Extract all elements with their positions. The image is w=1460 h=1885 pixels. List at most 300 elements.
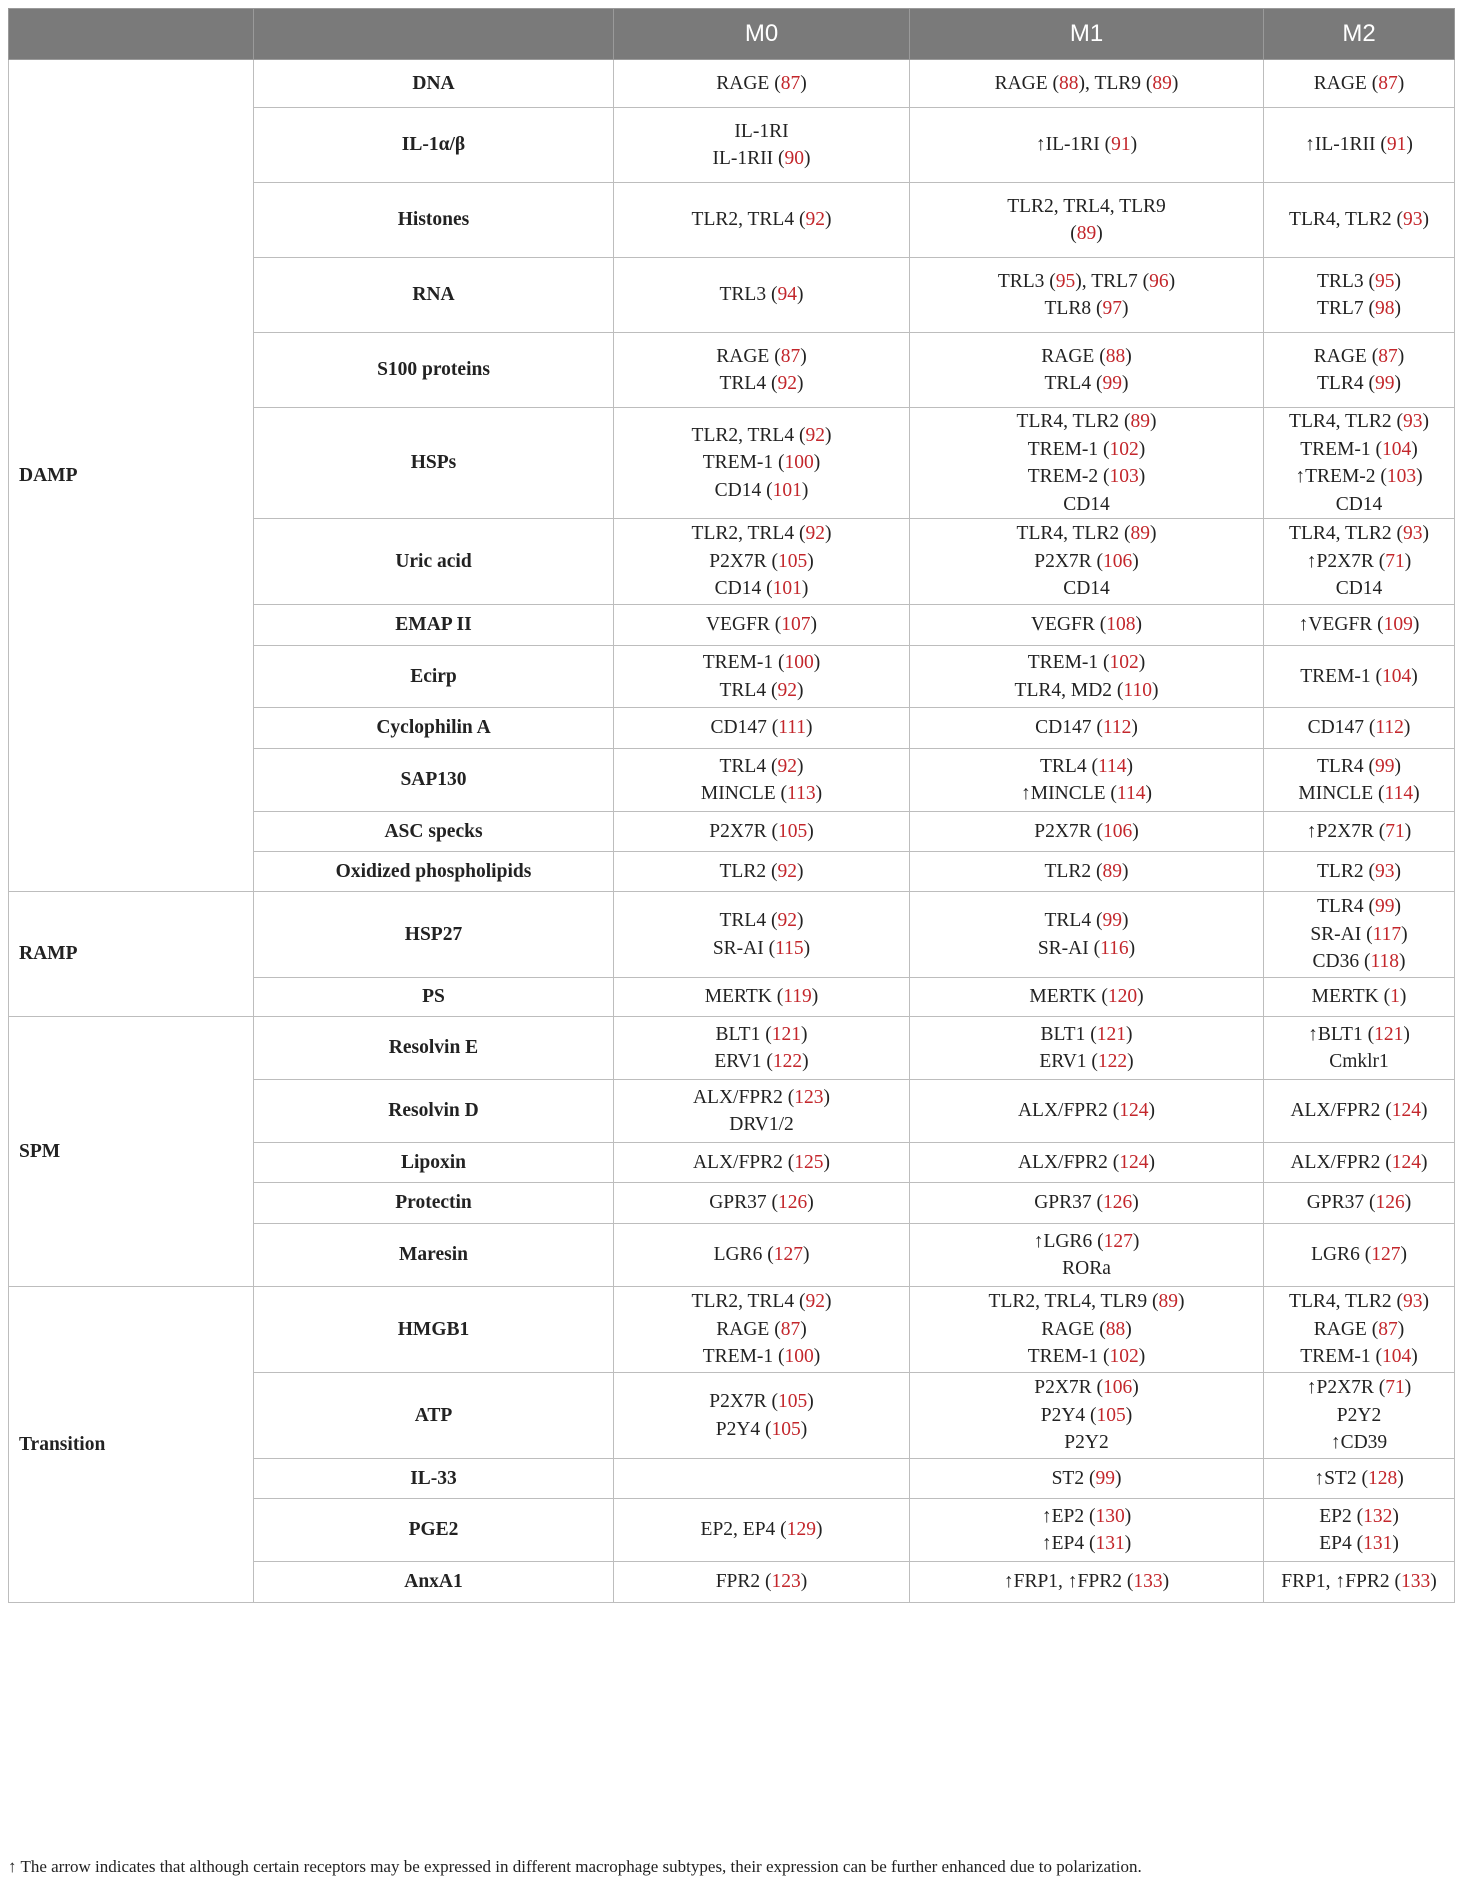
receptor-line (920, 1503, 1253, 1531)
citation-ref: 110 (1123, 679, 1152, 701)
citation-ref: 105 (778, 820, 808, 842)
receptor-text: ) (1130, 134, 1138, 156)
receptor-cell-m2 (1264, 978, 1455, 1017)
receptor-text: ) (1125, 1404, 1133, 1426)
receptor-text: ↑IL-1RII ( (1305, 134, 1387, 156)
citation-ref: 109 (1383, 614, 1413, 636)
citation-ref: 107 (781, 614, 811, 636)
receptor-line (624, 422, 899, 450)
receptor-cell-m0 (614, 812, 910, 852)
receptor-text: IL-1RII ( (712, 148, 785, 169)
receptor-text: TREM-1 ( (1300, 1346, 1383, 1368)
receptor-text: EP4 ( (1319, 1533, 1364, 1554)
receptor-text: SR-AI ( (1310, 923, 1373, 945)
receptor-text: ) (1430, 1571, 1437, 1593)
receptor-line (920, 1402, 1253, 1430)
receptor-line (1274, 1241, 1444, 1269)
receptor-cell-m1 (910, 749, 1264, 812)
receptor-line (1274, 1374, 1444, 1402)
receptor-text: ) (1422, 411, 1429, 432)
receptor-text: ) (1412, 614, 1420, 636)
receptor-line (624, 1189, 899, 1217)
receptor-text: ) (1121, 298, 1129, 319)
citation-ref: 130 (1095, 1505, 1125, 1527)
receptor-line (920, 408, 1253, 436)
receptor-text: ) (1411, 1346, 1418, 1368)
receptor-text: ) (1399, 951, 1406, 973)
receptor-cell-m1 (910, 1373, 1264, 1459)
ligand-cell: HMGB1 (254, 1287, 614, 1373)
receptor-text: ↑CD39 (1330, 1432, 1388, 1454)
receptor-cell-m0 (614, 183, 910, 258)
receptor-line (624, 575, 899, 603)
receptor-cell-m1 (910, 519, 1264, 605)
ligand-cell: DNA (254, 60, 614, 108)
citation-ref: 112 (1375, 717, 1404, 739)
ligand-cell: Oxidized phospholipids (254, 852, 614, 892)
citation-ref: 101 (772, 578, 802, 600)
ligand-cell: HSPs (254, 408, 614, 519)
receptor-line (920, 753, 1253, 781)
receptor-text: ↑P2X7R ( (1306, 1377, 1386, 1399)
ligand-cell: IL-33 (254, 1459, 614, 1499)
citation-ref: 123 (794, 1086, 824, 1108)
citation-ref: 87 (1378, 1318, 1398, 1340)
receptor-cell-m0 (614, 892, 910, 978)
receptor-line (920, 1465, 1253, 1493)
citation-ref: 89 (1130, 523, 1150, 545)
receptor-line (920, 343, 1253, 371)
receptor-cell-m1 (910, 1499, 1264, 1562)
receptor-line (920, 780, 1253, 808)
receptor-cell-m0 (614, 60, 910, 108)
citation-ref: 90 (784, 148, 804, 169)
receptor-text: TRL7 ( (1317, 298, 1375, 319)
receptor-text: TLR4 ( (1317, 373, 1375, 394)
receptor-line (624, 1084, 899, 1112)
receptor-text: ) (796, 755, 804, 777)
receptor-cell-m1 (910, 852, 1264, 892)
receptor-cell-m0 (614, 1499, 910, 1562)
citation-ref: 71 (1385, 550, 1405, 572)
citation-ref: 121 (1096, 1023, 1126, 1045)
ligand-cell: S100 proteins (254, 333, 614, 408)
citation-ref: 133 (1401, 1571, 1431, 1593)
receptor-line (1274, 1429, 1444, 1457)
citation-ref: 105 (1096, 1404, 1126, 1426)
receptor-text: ) (1124, 1533, 1132, 1554)
receptor-text: ) (1137, 986, 1144, 1008)
citation-ref: 87 (780, 72, 801, 94)
citation-ref: 89 (1076, 223, 1097, 244)
citation-ref: 88 (1059, 72, 1079, 94)
receptor-text: TRL3 ( (997, 270, 1056, 292)
receptor-cell-m2 (1264, 1143, 1455, 1183)
receptor-line (1274, 1189, 1444, 1217)
citation-ref: 116 (1100, 937, 1129, 959)
receptor-text: TRL3 ( (1317, 270, 1375, 292)
ligand-cell: Ecirp (254, 646, 614, 708)
receptor-text: ) (1400, 1244, 1407, 1266)
receptor-line (1274, 436, 1444, 464)
receptor-cell-m0 (614, 258, 910, 333)
receptor-text: RAGE ( (716, 345, 781, 367)
receptor-text: ↑MINCLE ( (1021, 783, 1117, 804)
receptor-text: ) (800, 1418, 808, 1440)
receptor-text: ) (1138, 652, 1146, 673)
receptor-text: P2X7R ( (1034, 550, 1104, 572)
receptor-text: TREM-1 ( (702, 652, 785, 673)
ligand-cell: AnxA1 (254, 1562, 614, 1603)
category-cell: RAMP (9, 892, 254, 1017)
receptor-line (624, 70, 899, 98)
receptor-text: ALX/FPR2 ( (692, 1086, 795, 1108)
receptor-text: ↑IL-1RI ( (1035, 134, 1112, 156)
receptor-line (920, 611, 1253, 639)
receptor-text: ) (1121, 910, 1129, 931)
receptor-line (1274, 343, 1444, 371)
citation-ref: 123 (771, 1571, 801, 1593)
header-m2: M2 (1264, 9, 1455, 60)
receptor-text: TLR2, TRL4 ( (691, 523, 806, 545)
citation-ref: 98 (1374, 298, 1395, 319)
citation-ref: 89 (1152, 72, 1172, 94)
receptor-cell-m1 (910, 258, 1264, 333)
receptor-text: ) (813, 452, 821, 474)
receptor-line (1274, 1097, 1444, 1125)
receptor-text: TREM-1 ( (702, 1346, 785, 1368)
receptor-cell-m2 (1264, 60, 1455, 108)
receptor-text: ST2 ( (1051, 1467, 1096, 1489)
receptor-text: P2Y2 (1336, 1404, 1382, 1426)
receptor-text: ) (1135, 614, 1143, 636)
receptor-cell-m0 (614, 408, 910, 519)
receptor-text: ) (813, 652, 821, 673)
receptor-text: ↑EP4 ( (1041, 1533, 1096, 1554)
ligand-cell: Resolvin D (254, 1080, 614, 1143)
receptor-line (920, 268, 1253, 296)
citation-ref: 94 (777, 284, 797, 306)
receptor-cell-m2 (1264, 1183, 1455, 1224)
receptor-text: ) (1394, 373, 1401, 394)
receptor-text: TLR2 ( (1317, 860, 1375, 882)
receptor-text: ) (1403, 1023, 1410, 1045)
receptor-cell-m2 (1264, 333, 1455, 408)
receptor-line (624, 343, 899, 371)
citation-ref: 87 (780, 1318, 801, 1340)
receptor-text: ) (1125, 345, 1132, 367)
receptor-text: ) (1127, 1051, 1134, 1072)
citation-ref: 111 (778, 717, 807, 739)
receptor-line (920, 858, 1253, 886)
receptor-text: CD14 ( (714, 578, 773, 600)
citation-ref: 92 (777, 373, 797, 394)
receptor-text: ) (1413, 783, 1420, 804)
receptor-text: BLT1 ( (715, 1023, 772, 1045)
receptor-text: ALX/FPR2 ( (692, 1151, 795, 1173)
receptor-text: ), TLR9 ( (1078, 72, 1153, 94)
receptor-text: TLR2 ( (719, 860, 778, 882)
receptor-text: P2X7R ( (709, 820, 779, 842)
citation-ref: 93 (1402, 1291, 1423, 1313)
table-row (9, 892, 1455, 978)
receptor-cell-m2 (1264, 892, 1455, 978)
category-cell: SPM (9, 1017, 254, 1287)
receptor-text: ) (1422, 1291, 1429, 1313)
receptor-text: MERTK ( (1311, 986, 1391, 1008)
receptor-line (624, 935, 899, 963)
receptor-line (1274, 1503, 1444, 1531)
receptor-line (624, 1388, 899, 1416)
receptor-text: ( (1070, 223, 1077, 244)
receptor-text: ) (1128, 937, 1136, 959)
category-cell: DAMP (9, 60, 254, 892)
receptor-text: P2X7R ( (1034, 820, 1104, 842)
citation-ref: 88 (1105, 345, 1126, 367)
receptor-line (1274, 1021, 1444, 1049)
receptor-text: ) (1397, 72, 1405, 94)
receptor-cell-m0 (614, 749, 910, 812)
citation-ref: 92 (777, 679, 797, 701)
receptor-text: TRL4 ( (1040, 755, 1098, 777)
receptor-text: TLR2, TRL4, TLR9 ( (988, 1291, 1159, 1313)
table-body (9, 60, 1455, 1603)
citation-ref: 89 (1130, 411, 1150, 432)
receptor-line (624, 520, 899, 548)
ligand-cell: Maresin (254, 1224, 614, 1287)
receptor-text: TLR2, TRL4 ( (691, 424, 806, 446)
receptor-cell-m1 (910, 408, 1264, 519)
citation-ref: 127 (1103, 1230, 1133, 1252)
citation-ref: 126 (778, 1192, 808, 1214)
receptor-line (920, 677, 1253, 705)
receptor-text: ↑ST2 ( (1314, 1467, 1368, 1489)
receptor-line (1274, 753, 1444, 781)
receptor-text: ) (1422, 209, 1429, 231)
receptor-text: ) (824, 1291, 832, 1313)
receptor-text: TLR4, TLR2 ( (1016, 523, 1131, 545)
citation-ref: 95 (1055, 270, 1076, 292)
receptor-line (920, 1021, 1253, 1049)
receptor-text: ) (1404, 1377, 1412, 1399)
receptor-text: ) (1406, 134, 1413, 156)
receptor-line (920, 131, 1253, 159)
citation-ref: 102 (1109, 438, 1139, 460)
citation-ref: 121 (771, 1023, 801, 1045)
receptor-cell-m1 (910, 892, 1264, 978)
receptor-line (624, 1288, 899, 1316)
ligand-cell: ASC specks (254, 812, 614, 852)
citation-ref: 121 (1374, 1023, 1404, 1045)
receptor-text: GPR37 ( (1034, 1192, 1104, 1214)
receptor-text: TREM-1 ( (1300, 438, 1383, 460)
receptor-text: ALX/FPR2 ( (1017, 1100, 1120, 1122)
receptor-cell-m0 (614, 646, 910, 708)
receptor-line (624, 281, 899, 309)
receptor-line (920, 1374, 1253, 1402)
receptor-text: ) (1422, 523, 1429, 545)
receptor-text: TREM-1 ( (702, 452, 785, 474)
citation-ref: 88 (1105, 1318, 1126, 1340)
receptor-cell-m2 (1264, 812, 1455, 852)
receptor-cell-m2 (1264, 1459, 1455, 1499)
header-m1: M1 (910, 9, 1264, 60)
receptor-cell-m2 (1264, 183, 1455, 258)
receptor-text: CD147 ( (710, 717, 779, 739)
citation-ref: 87 (780, 345, 801, 367)
receptor-cell-m0 (614, 1562, 910, 1603)
receptor-cell-m2 (1264, 1373, 1455, 1459)
receptor-text: TRL4 ( (719, 910, 778, 931)
citation-ref: 133 (1133, 1571, 1163, 1593)
receptor-line (1274, 1316, 1444, 1344)
receptor-text: VEGFR ( (705, 614, 782, 636)
citation-ref: 92 (777, 910, 797, 931)
receptor-text: ) (810, 614, 818, 636)
receptor-cell-m2 (1264, 1080, 1455, 1143)
receptor-text: TLR4, TLR2 ( (1289, 523, 1403, 545)
citation-ref: 91 (1386, 134, 1407, 156)
citation-ref: 87 (1378, 72, 1398, 94)
receptor-line (920, 1189, 1253, 1217)
receptor-text: TLR2, TRL4 ( (691, 209, 806, 231)
citation-ref: 96 (1149, 270, 1169, 292)
receptor-text: ALX/FPR2 ( (1290, 1100, 1392, 1122)
receptor-line (624, 714, 899, 742)
receptor-text: RAGE ( (1313, 345, 1379, 367)
receptor-text: ) (800, 72, 807, 94)
citation-ref: 106 (1103, 1377, 1133, 1399)
receptor-cell-m0 (614, 708, 910, 749)
receptor-text: ) (1151, 679, 1159, 701)
receptor-text: P2X7R ( (709, 1391, 779, 1412)
receptor-text: ) (1394, 298, 1401, 319)
receptor-cell-m1 (910, 1224, 1264, 1287)
receptor-cell-m0 (614, 978, 910, 1017)
ligand-cell: SAP130 (254, 749, 614, 812)
receptor-cell-m0 (614, 1183, 910, 1224)
citation-ref: 125 (794, 1151, 824, 1173)
receptor-line (1274, 1343, 1444, 1371)
ligand-cell: ATP (254, 1373, 614, 1459)
receptor-text: ) (1132, 1192, 1139, 1214)
receptor-text: ↑TREM-2 ( (1295, 466, 1387, 487)
citation-ref: 99 (1102, 910, 1122, 931)
receptor-text: ) (1121, 373, 1129, 394)
citation-ref: 71 (1385, 1377, 1405, 1399)
citation-ref: 124 (1391, 1100, 1422, 1122)
citation-ref: 126 (1375, 1192, 1405, 1214)
ligand-cell: IL-1α/β (254, 108, 614, 183)
receptor-text: ) (1162, 1571, 1170, 1593)
receptor-line (1274, 408, 1444, 436)
receptor-line (920, 295, 1253, 323)
receptor-line (624, 1241, 899, 1269)
receptor-text: TREM-1 ( (1027, 652, 1110, 673)
receptor-line (920, 818, 1253, 846)
citation-ref: 114 (1097, 755, 1127, 777)
receptor-text: ERV1 ( (1039, 1051, 1098, 1072)
receptor-text: ) (1138, 1346, 1146, 1368)
citation-ref: 120 (1107, 986, 1138, 1008)
citation-ref: 92 (805, 209, 825, 231)
receptor-text: P2X7R ( (1034, 1377, 1104, 1399)
receptor-text: ) (1124, 1505, 1132, 1527)
receptor-text: TLR8 ( (1044, 298, 1103, 319)
citation-ref: 131 (1363, 1533, 1393, 1554)
receptor-line (1274, 491, 1444, 519)
receptor-text: ) (803, 937, 811, 959)
receptor-text: P2Y4 ( (715, 1418, 772, 1440)
citation-ref: 100 (784, 452, 814, 474)
citation-ref: 101 (772, 479, 802, 501)
receptor-text: ) (1394, 755, 1401, 777)
receptor-text: ) (801, 479, 809, 501)
receptor-cell-m1 (910, 60, 1264, 108)
receptor-text: ) (1397, 345, 1405, 367)
citation-ref: 104 (1382, 665, 1412, 687)
receptor-cell-m0 (614, 1017, 910, 1080)
citation-ref: 95 (1374, 270, 1395, 292)
receptor-text: ) (1416, 466, 1423, 487)
receptor-text: IL-1RI (734, 120, 789, 142)
receptor-cell-m1 (910, 108, 1264, 183)
citation-ref: 93 (1402, 523, 1423, 545)
receptor-text: TLR4, TLR2 ( (1289, 209, 1403, 231)
receptor-cell-m0 (614, 108, 910, 183)
header-row (9, 9, 1455, 60)
receptor-text: ) (1132, 1230, 1140, 1252)
receptor-line (920, 649, 1253, 677)
receptor-text: CD14 (1335, 493, 1383, 515)
receptor-cell-m1 (910, 646, 1264, 708)
receptor-text: ) (1132, 550, 1139, 572)
receptor-text: TLR2 ( (1044, 860, 1103, 882)
ligand-cell: Uric acid (254, 519, 614, 605)
receptor-cell-m1 (910, 333, 1264, 408)
citation-ref: 93 (1402, 209, 1423, 231)
receptor-line (920, 907, 1253, 935)
receptor-line (624, 611, 899, 639)
receptor-line (1274, 818, 1444, 846)
receptor-text: ) (813, 1346, 821, 1368)
receptor-text: BLT1 ( (1040, 1023, 1097, 1045)
receptor-text: TLR4 ( (1317, 755, 1375, 777)
receptor-text: TLR4, TLR2 ( (1289, 1291, 1403, 1313)
receptor-text: MERTK ( (1029, 986, 1108, 1008)
receptor-text: ) (1138, 466, 1146, 487)
receptor-cell-m1 (910, 708, 1264, 749)
receptor-line (920, 520, 1253, 548)
receptor-text: ) (1392, 1533, 1399, 1554)
receptor-text: RAGE ( (716, 72, 781, 94)
receptor-text: ) (1177, 1291, 1185, 1313)
table-row (9, 1287, 1455, 1373)
receptor-text: SR-AI ( (712, 937, 776, 959)
receptor-text: ) (807, 550, 814, 572)
citation-ref: 113 (787, 783, 816, 804)
receptor-text: ) (811, 986, 819, 1008)
receptor-text: ) (823, 1086, 831, 1108)
receptor-line (1274, 983, 1444, 1011)
receptor-table (8, 8, 1455, 1603)
receptor-text: ) (1132, 1377, 1139, 1399)
receptor-line (920, 935, 1253, 963)
receptor-text: ) (1401, 923, 1408, 945)
receptor-text: TRL4 ( (719, 679, 778, 701)
receptor-cell-m1 (910, 183, 1264, 258)
table-row (9, 1017, 1455, 1080)
